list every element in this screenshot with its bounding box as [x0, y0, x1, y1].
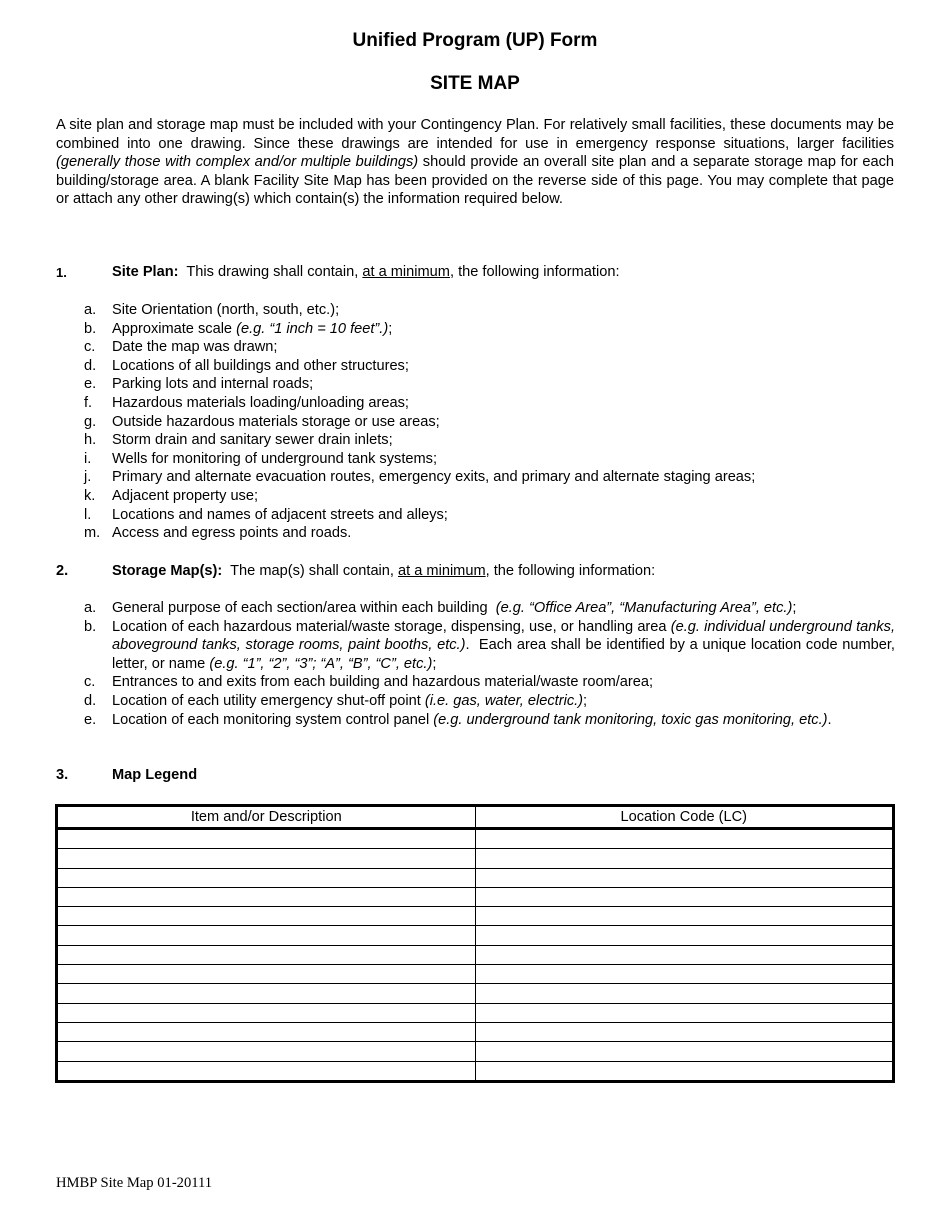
legend-description-cell[interactable] — [57, 849, 476, 868]
site-plan-item — [84, 301, 895, 320]
item-letter: b. — [84, 320, 97, 337]
legend-row — [57, 1061, 894, 1081]
item-example: (i.e. gas, water, electric.) — [424, 692, 584, 709]
site-plan-item — [84, 450, 895, 469]
footer-form-id: HMBP Site Map 01-20111 — [56, 1175, 213, 1191]
item-text: Entrances to and exits from each building and hazardous material/waste room/area; — [112, 674, 654, 691]
item-example: (e.g. “Office Area”, “Manufacturing Area”, etc.) — [495, 600, 793, 616]
site-plan-item — [84, 487, 895, 506]
intro-italic: (generally those with complex and/or multiple buildings) — [56, 154, 419, 171]
section-text: , the following information: — [485, 563, 656, 579]
item-example: (e.g. “1”, “2”, “3”; “A”, “B”, “C”, etc.) — [209, 655, 433, 672]
item-example: (e.g. “1 inch = 10 feet”.) — [236, 320, 389, 337]
item-text: Storm drain and sanitary sewer drain inlets; — [112, 432, 393, 449]
item-text: Primary and alternate evacuation routes, emergency exits, and primary and alternate staging areas; — [112, 469, 756, 486]
legend-description-cell[interactable] — [57, 965, 476, 984]
item-letter: f. — [84, 394, 93, 411]
item-text: Location of each utility emergency shut-off point — [112, 692, 425, 709]
legend-col-location-code: Location Code (LC) — [475, 806, 894, 829]
item-text: Site Orientation (north, south, etc.); — [112, 302, 340, 318]
legend-row — [57, 907, 894, 926]
legend-row — [57, 868, 894, 887]
legend-location-code-cell[interactable] — [475, 1042, 894, 1061]
site-plan-item — [84, 375, 895, 394]
item-letter: a. — [84, 600, 97, 616]
intro-text-2: should provide an overall site plan and a separate storage map for each building/storage area. A blank Facility Site Map has been provided on the reverse side of this page. You may complete that page or attach any other drawing(s) which contain(s) the information required below. — [56, 154, 894, 208]
legend-location-code-cell[interactable] — [475, 829, 894, 849]
legend-description-cell[interactable] — [57, 868, 476, 887]
storage-map-item — [84, 673, 895, 692]
item-text: ; — [583, 692, 588, 709]
item-letter: d. — [84, 357, 97, 374]
item-letter: h. — [84, 432, 97, 449]
legend-location-code-cell[interactable] — [475, 984, 894, 1003]
section-number: 3. — [56, 767, 69, 783]
legend-location-code-cell[interactable] — [475, 868, 894, 887]
item-text: Locations of all buildings and other structures; — [112, 357, 409, 374]
legend-location-code-cell[interactable] — [475, 926, 894, 945]
legend-location-code-cell[interactable] — [475, 1061, 894, 1081]
item-text: ; — [388, 320, 393, 337]
item-text: . Each area shall be identified by a unique location code number, letter, or name — [112, 637, 900, 672]
legend-row — [57, 926, 894, 945]
legend-location-code-cell[interactable] — [475, 1003, 894, 1022]
site-plan-list — [84, 301, 895, 543]
item-text: Locations and names of adjacent streets and alleys; — [112, 506, 448, 523]
item-text: Location of each monitoring system control panel — [112, 711, 434, 728]
section-text: , the following information: — [449, 264, 620, 280]
site-plan-item — [84, 394, 895, 413]
legend-description-cell[interactable] — [57, 907, 476, 926]
legend-description-cell[interactable] — [57, 926, 476, 945]
item-text: . — [827, 711, 832, 728]
legend-description-cell[interactable] — [57, 887, 476, 906]
legend-description-cell[interactable] — [57, 1042, 476, 1061]
map-legend-table — [55, 804, 895, 1083]
storage-map-item — [84, 618, 900, 674]
site-plan-item — [84, 320, 895, 339]
legend-row — [57, 1003, 894, 1022]
site-plan-item — [84, 506, 895, 525]
legend-description-cell[interactable] — [57, 829, 476, 849]
legend-description-cell[interactable] — [57, 945, 476, 964]
site-plan-item — [84, 338, 895, 357]
item-text: General purpose of each section/area within each building — [112, 600, 496, 616]
section-label: Map Legend — [112, 767, 198, 783]
item-text: Hazardous materials loading/unloading areas; — [112, 394, 409, 411]
item-letter: d. — [84, 692, 97, 709]
legend-location-code-cell[interactable] — [475, 887, 894, 906]
item-text: Adjacent property use; — [112, 487, 259, 504]
item-text: Parking lots and internal roads; — [112, 376, 314, 393]
legend-row — [57, 829, 894, 849]
site-plan-item — [84, 524, 895, 543]
item-letter: k. — [84, 487, 96, 504]
item-letter: c. — [84, 339, 96, 356]
item-letter: j. — [84, 469, 92, 486]
item-letter: e. — [84, 376, 97, 393]
legend-row — [57, 887, 894, 906]
form-title: Unified Program (UP) Form — [352, 30, 598, 51]
item-example: (e.g. underground tank monitoring, toxic gas monitoring, etc.) — [433, 711, 828, 728]
legend-location-code-cell[interactable] — [475, 849, 894, 868]
legend-row — [57, 965, 894, 984]
legend-row — [57, 1042, 894, 1061]
storage-map-item — [84, 599, 895, 618]
item-letter: b. — [84, 618, 97, 635]
item-text: Wells for monitoring of underground tank systems; — [112, 450, 437, 467]
item-text: Approximate scale — [112, 320, 237, 337]
item-text: ; — [792, 600, 797, 616]
item-text: Date the map was drawn; — [112, 339, 278, 356]
storage-map-item — [84, 692, 895, 711]
section-label: Storage Map(s): — [112, 563, 223, 579]
item-text: ; — [432, 655, 437, 672]
site-plan-item — [84, 357, 895, 376]
item-text: Access and egress points and roads. — [112, 525, 352, 542]
item-example: (e.g. individual underground tanks, aboveground tanks, storage rooms, paint booths, etc.) — [112, 618, 896, 654]
legend-row — [57, 945, 894, 964]
item-letter: i. — [84, 450, 92, 467]
section-number: 2. — [56, 563, 69, 579]
item-letter: a. — [84, 302, 97, 318]
item-text: Outside hazardous materials storage or use areas; — [112, 413, 440, 430]
legend-col-description: Item and/or Description — [57, 806, 476, 829]
item-letter: g. — [84, 413, 97, 430]
page-subtitle: SITE MAP — [430, 73, 520, 94]
site-plan-item — [84, 431, 895, 450]
legend-location-code-cell[interactable] — [475, 965, 894, 984]
section-label: Site Plan: — [112, 264, 179, 280]
legend-row — [57, 984, 894, 1003]
legend-location-code-cell[interactable] — [475, 1022, 894, 1041]
intro-paragraph — [56, 116, 894, 209]
storage-map-list — [84, 599, 900, 729]
legend-location-code-cell[interactable] — [475, 945, 894, 964]
item-letter: e. — [84, 711, 97, 728]
legend-description-cell[interactable] — [57, 1061, 476, 1081]
intro-text-1: A site plan and storage map must be included with your Contingency Plan. For relatively small facilities, these documents may be combined into one drawing. Since these drawings are intended for use in emergency response situations, larger facilities — [56, 117, 894, 152]
emphasis-underline: at a minimum — [398, 563, 486, 579]
legend-row — [57, 849, 894, 868]
emphasis-underline: at a minimum — [362, 264, 450, 280]
site-plan-item — [84, 413, 895, 432]
section-text: The map(s) shall contain, — [222, 563, 399, 579]
section-number: 1. — [56, 265, 67, 280]
legend-description-cell[interactable] — [57, 984, 476, 1003]
section-text: This drawing shall contain, — [178, 264, 363, 280]
site-plan-item — [84, 468, 895, 487]
item-letter: l. — [84, 506, 92, 523]
legend-description-cell[interactable] — [57, 1003, 476, 1022]
legend-location-code-cell[interactable] — [475, 907, 894, 926]
legend-header-row — [57, 806, 894, 829]
item-letter: c. — [84, 674, 96, 691]
storage-map-item — [84, 711, 895, 730]
legend-row — [57, 1022, 894, 1041]
legend-description-cell[interactable] — [57, 1022, 476, 1041]
item-letter: m. — [84, 525, 101, 542]
item-text: Location of each hazardous material/waste storage, dispensing, use, or handling area — [112, 618, 671, 635]
